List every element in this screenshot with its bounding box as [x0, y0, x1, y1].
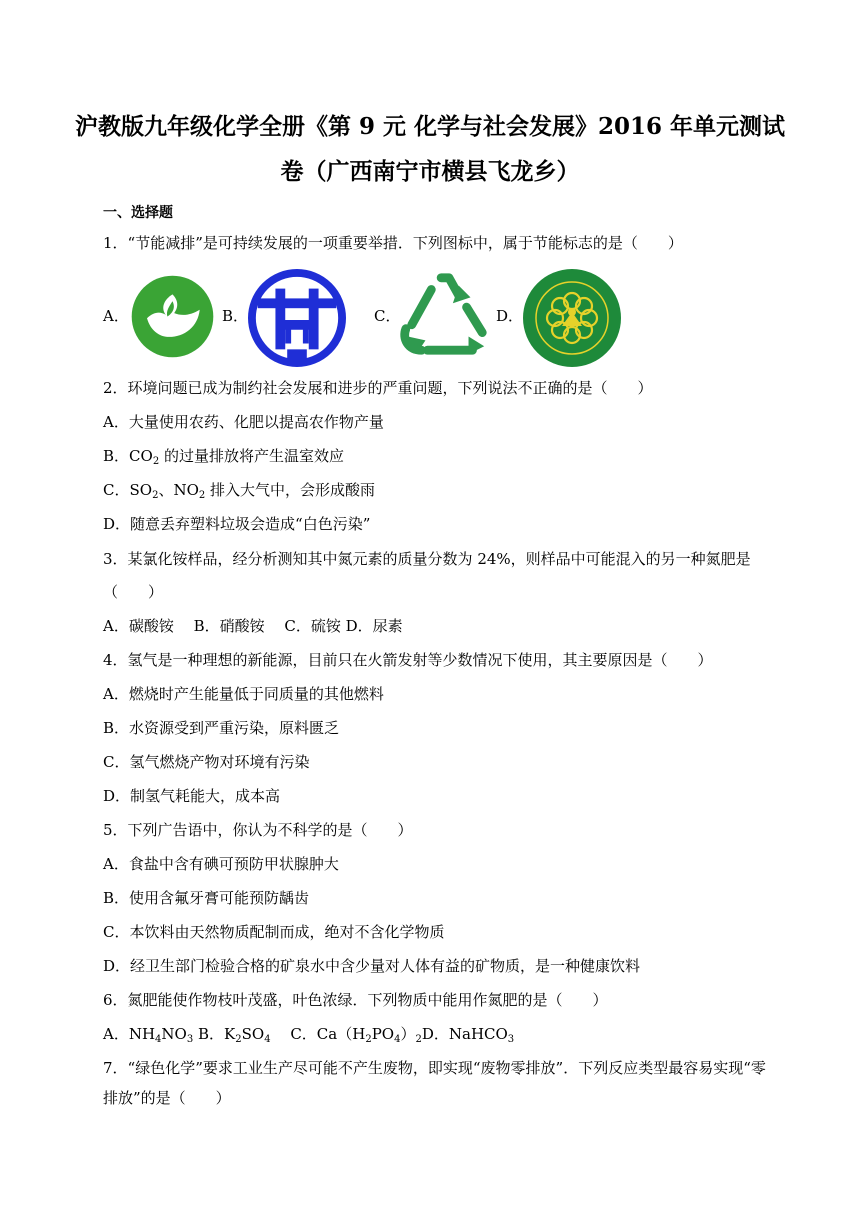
q4-option-a: A．燃烧时产生能量低于同质量的其他燃料 [103, 685, 384, 703]
q1-option-d-label: D． [496, 307, 524, 325]
q5-option-b: B．使用含氟牙膏可能预防龋齿 [103, 889, 310, 907]
recycle-icon [398, 268, 496, 360]
q4-option-b: B．水资源受到严重污染，原料匮乏 [103, 719, 340, 737]
title-line-2: 卷（广西南宁市横县飞龙乡） [280, 158, 580, 185]
q2-option-d: D．随意丢弃塑料垃圾会造成“白色污染” [103, 515, 371, 533]
q5-option-d: D．经卫生部门检验合格的矿泉水中含少量对人体有益的矿物质，是一种健康饮料 [103, 957, 641, 975]
q1-option-a-label: A． [103, 307, 129, 325]
question-3-stem-continued: （ ） [103, 583, 164, 601]
q5-option-a: A．食盐中含有碘可预防甲状腺肿大 [103, 855, 339, 873]
question-4-stem: 4．氢气是一种理想的新能源，目前只在火箭发射等少数情况下使用，其主要原因是（ ） [103, 651, 713, 669]
environmental-label-icon [522, 268, 622, 368]
q1-option-b-label: B． [222, 307, 249, 325]
q5-option-c: C．本饮料由天然物质配制而成，绝对不含化学物质 [103, 923, 445, 941]
water-saving-icon [130, 274, 215, 359]
question-7-stem: 7．“绿色化学”要求工业生产尽可能不产生废物，即实现“废物零排放”．下列反应类型最容易实现“零 [103, 1059, 766, 1077]
q2-option-b: B．$CO_2$ 的过量排放将产生温室效应 [103, 447, 344, 467]
question-1-stem: 1．“节能减排”是可持续发展的一项重要举措．下列图标中，属于节能标志的是（ ） [103, 234, 683, 252]
q2-option-a: A．大量使用农药、化肥以提高农作物产量 [103, 413, 384, 431]
question-2-stem: 2．环境问题已成为制约社会发展和进步的严重问题，下列说法不正确的是（ ） [103, 379, 653, 397]
question-5-stem: 5．下列广告语中，你认为不科学的是（ ） [103, 821, 413, 839]
energy-saving-icon [248, 269, 346, 367]
q4-option-c: C．氢气燃烧产物对环境有污染 [103, 753, 310, 771]
question-7-stem-continued: 排放”的是（ ） [103, 1089, 231, 1107]
q3-options: A．碳酸铵 B．硝酸铵 C．硫铵 D．尿素 [103, 617, 403, 635]
question-3-stem: 3．某氯化铵样品，经分析测知其中氮元素的质量分数为 24%，则样品中可能混入的另一种氮肥是 [103, 550, 751, 568]
title-line-1: 沪教版九年级化学全册《第 9 元 化学与社会发展》2016 年单元测试 [74, 113, 786, 140]
q1-option-c-label: C． [374, 307, 401, 325]
question-6-stem: 6．氮肥能使作物枝叶茂盛，叶色浓绿．下列物质中能用作氮肥的是（ ） [103, 991, 608, 1009]
q2-option-c: C．$SO_2$、$NO_2$ 排入大气中，会形成酸雨 [103, 481, 376, 501]
q4-option-d: D．制氢气耗能大，成本高 [103, 787, 281, 805]
q6-options: A．$NH_4NO_3$ B．$K_2SO_4$ C．$Ca(H_2PO_4)_2D$．NaHCO$_3$ [103, 1025, 515, 1045]
section-heading: 一、选择题 [103, 205, 173, 221]
